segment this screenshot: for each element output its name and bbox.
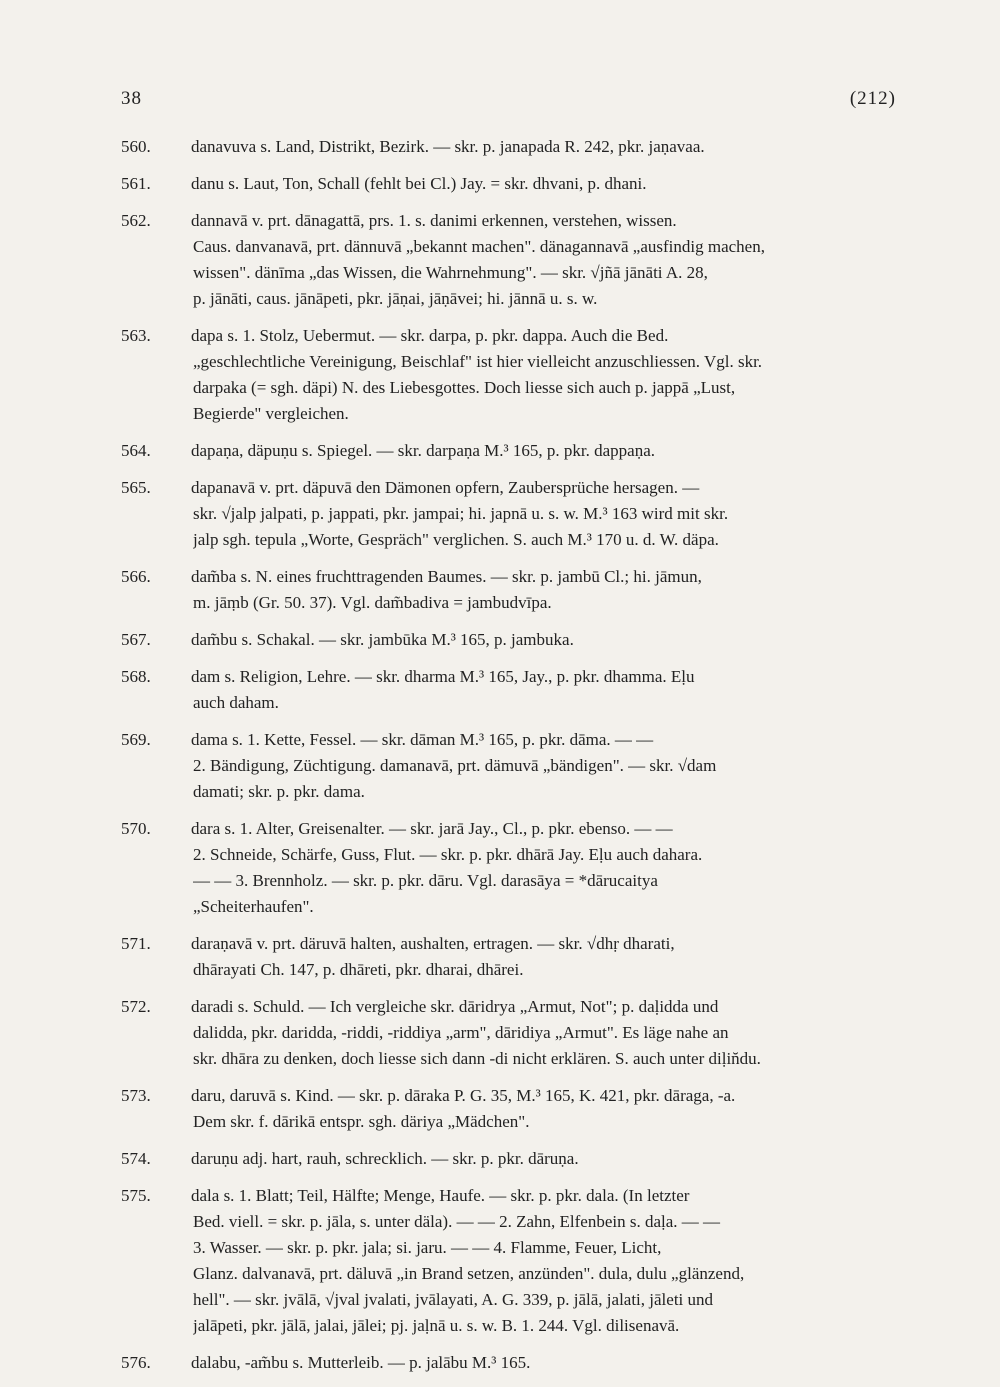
entry-number: 571. — [121, 934, 151, 953]
entry-text-line: — — 3. Brennholz. — skr. p. pkr. dāru. Vgl. darasāya = *dārucaitya — [193, 871, 658, 890]
entry-text-line: auch daham. — [193, 693, 279, 712]
entry-text-line: dhārayati Ch. 147, p. dhāreti, pkr. dharai, dhārei. — [193, 960, 524, 979]
dictionary-entry — [0, 438, 1000, 464]
entry-number: 564. — [121, 441, 151, 460]
dictionary-entry — [0, 931, 1000, 983]
entry-text-line: dapanavā v. prt. däpuvā den Dämonen opfern, Zaubersprüche hersagen. — — [191, 478, 700, 497]
entry-text-line: jalāpeti, pkr. jālā, jalai, jālei; pj. jaḷnā u. s. w. B. 1. 244. Vgl. dilisenavā. — [193, 1316, 680, 1335]
entry-text-line: m. jāṃb (Gr. 50. 37). Vgl. dam̃badiva = jambudvīpa. — [193, 593, 552, 612]
entry-number: 570. — [121, 819, 151, 838]
entry-text-line: p. jānāti, caus. jānāpeti, pkr. jāṇai, jāṇāvei; hi. jānnā u. s. w. — [193, 289, 598, 308]
entry-text-line: 2. Schneide, Schärfe, Guss, Flut. — skr. p. pkr. dhārā Jay. Eḷu auch dahara. — [193, 845, 703, 864]
entry-text-line: dam̃bu s. Schakal. — skr. jambūka M.³ 165, p. jambuka. — [191, 630, 574, 649]
entry-text-line: „geschlechtliche Vereinigung, Beischlaf" ist hier vielleicht anzuschliessen. Vgl. skr. — [193, 352, 763, 371]
entry-number: 575. — [121, 1186, 151, 1205]
entry-number: 565. — [121, 478, 151, 497]
entry-text-line: dannavā v. prt. dānagattā, prs. 1. s. danimi erkennen, verstehen, wissen. — [191, 211, 677, 230]
entry-text-line: „Scheiterhaufen". — [193, 897, 314, 916]
dictionary-entry — [0, 994, 1000, 1072]
dictionary-entry — [0, 664, 1000, 716]
dictionary-entry — [0, 323, 1000, 427]
dictionary-entry — [0, 816, 1000, 920]
entry-text-line: dam s. Religion, Lehre. — skr. dharma M.³ 165, Jay., p. pkr. dhamma. Eḷu — [191, 667, 695, 686]
entry-number: 568. — [121, 667, 151, 686]
dictionary-entries — [0, 134, 1000, 1387]
dictionary-entry — [0, 475, 1000, 553]
entry-number: 567. — [121, 630, 151, 649]
entry-text-line: daruṇu adj. hart, rauh, schrecklich. — skr. p. pkr. dāruṇa. — [191, 1149, 579, 1168]
page-number: 38 — [121, 88, 142, 109]
entry-text-line: skr. dhāra zu denken, doch liesse sich dann -di nicht erklären. S. auch unter diḷin̆du. — [193, 1049, 761, 1068]
page-header — [121, 88, 896, 118]
entry-text-line: dam̃ba s. N. eines fruchttragenden Baumes. — skr. p. jambū Cl.; hi. jāmun, — [191, 567, 702, 586]
entry-text-line: Bed. viell. = skr. p. jāla, s. unter däla). — — 2. Zahn, Elfenbein s. daḷa. — — — [193, 1212, 721, 1231]
entry-text-line: skr. √jalp jalpati, p. jappati, pkr. jampai; hi. japnā u. s. w. M.³ 163 wird mit skr. — [193, 504, 729, 523]
entry-number: 576. — [121, 1353, 151, 1372]
dictionary-entry — [0, 171, 1000, 197]
entry-text-line: daradi s. Schuld. — Ich vergleiche skr. dāridrya „Armut, Not"; p. daḷidda und — [191, 997, 719, 1016]
entry-number: 562. — [121, 211, 151, 230]
entry-number: 560. — [121, 137, 151, 156]
entry-text-line: danavuva s. Land, Distrikt, Bezirk. — skr. p. janapada R. 242, pkr. jaṇavaa. — [191, 137, 705, 156]
entry-text-line: hell". — skr. jvālā, √jval jvalati, jvālayati, A. G. 339, p. jālā, jalati, jāleti und — [193, 1290, 714, 1309]
entry-text-line: Begierde" vergleichen. — [193, 404, 349, 423]
dictionary-entry — [0, 727, 1000, 805]
dictionary-entry — [0, 134, 1000, 160]
entry-text-line: dala s. 1. Blatt; Teil, Hälfte; Menge, Haufe. — skr. p. pkr. dala. (In letzter — [191, 1186, 690, 1205]
entry-text-line: jalp sgh. tepula „Worte, Gespräch" verglichen. S. auch M.³ 170 u. d. W. däpa. — [193, 530, 719, 549]
entry-number: 561. — [121, 174, 151, 193]
dictionary-entry — [0, 627, 1000, 653]
entry-number: 566. — [121, 567, 151, 586]
dictionary-entry — [0, 208, 1000, 312]
entry-text-line: wissen". dänīma „das Wissen, die Wahrnehmung". — skr. √jñā jānāti A. 28, — [193, 263, 708, 282]
entry-text-line: 3. Wasser. — skr. p. pkr. jala; si. jaru. — — 4. Flamme, Feuer, Licht, — [193, 1238, 662, 1257]
entry-number: 573. — [121, 1086, 151, 1105]
entry-text-line: damati; skr. p. pkr. dama. — [193, 782, 365, 801]
entry-number: 572. — [121, 997, 151, 1016]
dictionary-entry — [0, 1083, 1000, 1135]
entry-text-line: Caus. danvanavā, prt. dännuvā „bekannt machen". dänagannavā „ausfindig machen, — [193, 237, 765, 256]
entry-text-line: dalabu, -am̃bu s. Mutterleib. — p. jalābu M.³ 165. — [191, 1353, 531, 1372]
entry-text-line: dara s. 1. Alter, Greisenalter. — skr. jarā Jay., Cl., p. pkr. ebenso. — — — [191, 819, 673, 838]
entry-text-line: daraṇavā v. prt. däruvā halten, aushalten, ertragen. — skr. √dhṛ dharati, — [191, 934, 675, 953]
entry-text-line: Glanz. dalvanavā, prt. däluvā „in Brand setzen, anzünden". dula, dulu „glänzend, — [193, 1264, 745, 1283]
entry-text-line: 2. Bändigung, Züchtigung. damanavā, prt. dämuvā „bändigen". — skr. √dam — [193, 756, 717, 775]
entry-text-line: danu s. Laut, Ton, Schall (fehlt bei Cl.) Jay. = skr. dhvani, p. dhani. — [191, 174, 647, 193]
entry-number: 569. — [121, 730, 151, 749]
entry-number: 574. — [121, 1149, 151, 1168]
entry-text-line: dapaṇa, däpuṇu s. Spiegel. — skr. darpaṇa M.³ 165, p. pkr. dappaṇa. — [191, 441, 655, 460]
entry-text-line: dapa s. 1. Stolz, Uebermut. — skr. darpa, p. pkr. dappa. Auch die Bed. — [191, 326, 669, 345]
entry-text-line: darpaka (= sgh. däpi) N. des Liebesgottes. Doch liesse sich auch p. jappā „Lust, — [193, 378, 736, 397]
dictionary-entry — [0, 1146, 1000, 1172]
page-number-bracketed: (212) — [849, 88, 896, 109]
entry-text-line: dalidda, pkr. daridda, -riddi, -riddiya „arm", dāridiya „Armut". Es läge nahe an — [193, 1023, 729, 1042]
dictionary-entry — [0, 564, 1000, 616]
entry-text-line: daru, daruvā s. Kind. — skr. p. dāraka P. G. 35, M.³ 165, K. 421, pkr. dāraga, -a. — [191, 1086, 736, 1105]
entry-number: 563. — [121, 326, 151, 345]
entry-text-line: Dem skr. f. dārikā entspr. sgh. däriya „Mädchen". — [193, 1112, 530, 1131]
dictionary-entry — [0, 1183, 1000, 1339]
entry-text-line: dama s. 1. Kette, Fessel. — skr. dāman M.³ 165, p. pkr. dāma. — — — [191, 730, 654, 749]
